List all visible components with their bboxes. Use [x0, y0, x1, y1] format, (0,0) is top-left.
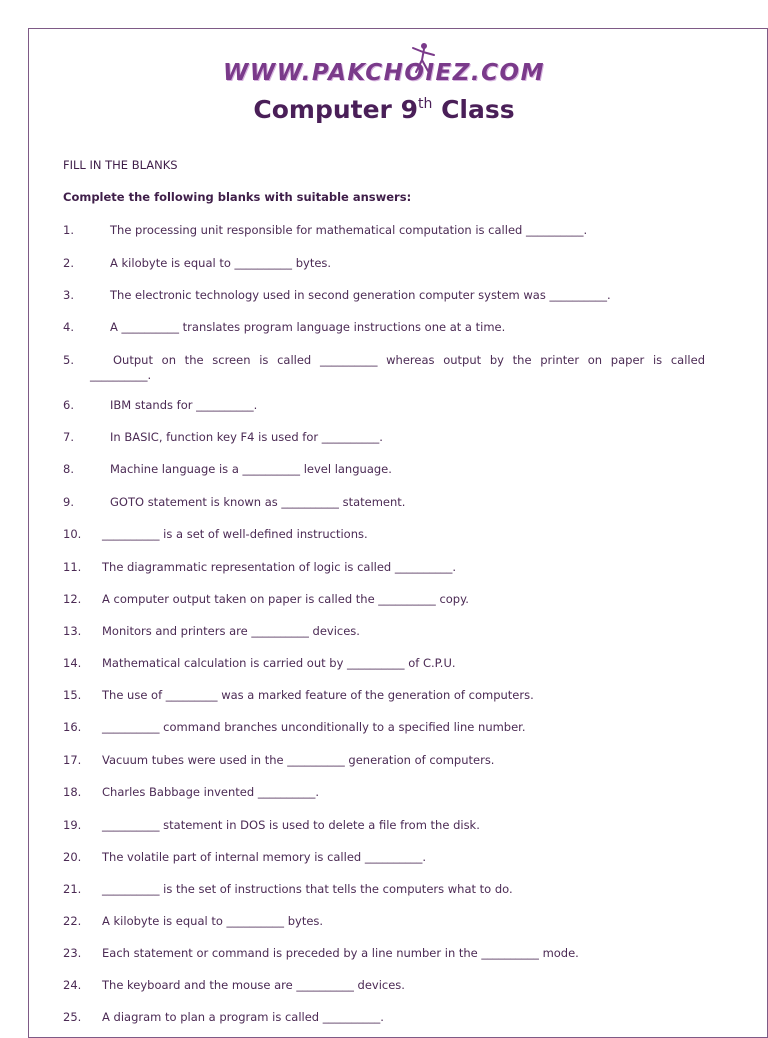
section-heading: FILL IN THE BLANKS [63, 158, 178, 172]
logo-text: WWW.PAKCHOI [223, 60, 436, 86]
question-item-continuation: __________. [90, 368, 152, 382]
section-instruction: Complete the following blanks with suitable answers: [63, 190, 412, 204]
page-title: Computer 9th Class [253, 95, 515, 124]
title-superscript: th [417, 96, 433, 112]
dancer-figure-icon [410, 42, 436, 74]
site-logo [0, 60, 768, 86]
logo-text-end: EZ.COM [435, 60, 545, 86]
